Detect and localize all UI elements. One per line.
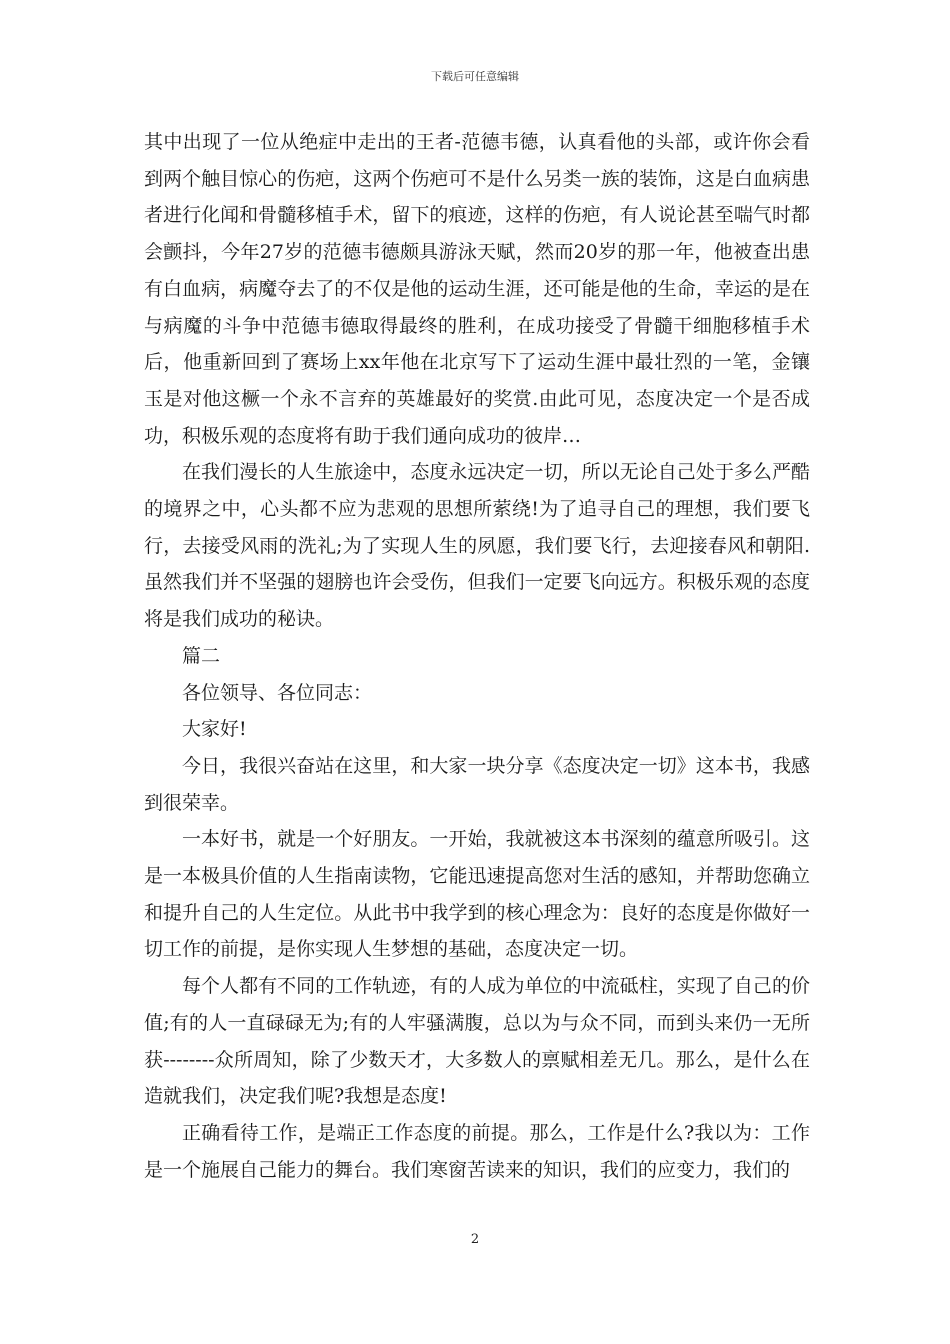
paragraph: 其中出现了一位从绝症中走出的王者-范德韦德，认真看他的头部，或许你会看到两个触目惊心的伤疤，这两个伤疤可不是什么另类一族的装饰，这是白血病患者进行化闻和骨髓移植手术，留下的痕迹，这样的伤疤，有人说论甚至喘气时都会颤抖，今年27岁的范德韦德颇具游泳天赋，然而20岁的那一年，他被查出患有白血病，病魔夺去了的不仅是他的运动生涯，还可能是他的生命，幸运的是在与病魔的斗争中范德韦德取得最终的胜利，在成功接受了骨髓干细胞移植手术后，他重新回到了赛场上xx年他在北京写下了运动生涯中最壮烈的一笔，金镶玉是对他这橛一个永不言弃的英雄最好的奖赏.由此可见，态度决定一个是否成功，积极乐观的态度将有助于我们通向成功的彼岸… [144,131,810,447]
greeting: 大家好! [182,718,247,741]
page-header: 下载后可任意编辑 [431,70,519,83]
page-number: 2 [470,1232,480,1247]
salutation: 各位领导、各位同志： [182,681,373,704]
section-heading: 篇二 [182,644,221,667]
paragraph: 每个人都有不同的工作轨迹，有的人成为单位的中流砥柱，实现了自己的价值;有的人一直碌碌无为;有的人牢骚满腹，总以为与众不同，而到头来仍一无所获--------众所周知，除了少数天才，大多数人的禀赋相差无几。那么，是什么在造就我们，决定我们呢?我想是态度! [144,975,810,1108]
paragraph: 在我们漫长的人生旅途中，态度永远决定一切，所以无论自己处于多么严酷的境界之中，心头都不应为悲观的思想所萦绕!为了追寻自己的理想，我们要飞行，去接受风雨的洗礼;为了实现人生的夙愿，我们要飞行，去迎接春风和朝阳.虽然我们并不坚强的翅膀也许会受伤，但我们一定要飞向远方。积极乐观的态度将是我们成功的秘诀。 [144,461,810,631]
paragraph: 一本好书，就是一个好朋友。一开始，我就被这本书深刻的蕴意所吸引。这是一本极具价值的人生指南读物，它能迅速提高您对生活的感知，并帮助您确立和提升自己的人生定位。从此书中我学到的核心理念为：良好的态度是你做好一切工作的前提，是你实现人生梦想的基础，态度决定一切。 [144,828,810,961]
document-body [144,124,810,1188]
paragraph: 今日，我很兴奋站在这里，和大家一块分享《态度决定一切》这本书，我感到很荣幸。 [144,754,810,814]
paragraph: 正确看待工作，是端正工作态度的前提。那么，工作是什么?我以为：工作是一个施展自己能力的舞台。我们寒窗苦读来的知识，我们的应变力，我们的 [144,1121,810,1181]
